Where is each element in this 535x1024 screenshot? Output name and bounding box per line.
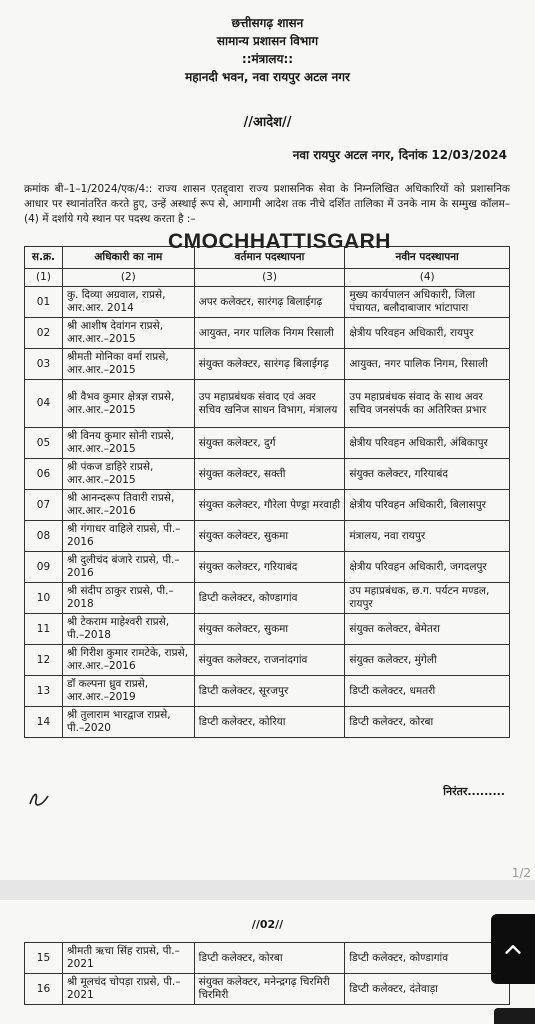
row-new-posting: संयुक्त कलेक्टर, गरियाबंद <box>345 459 510 490</box>
col-number: (1) <box>25 269 63 287</box>
row-officer-name: श्री मूलचंद चोपड़ा राप्रसे, पी.–2021 <box>62 974 194 1005</box>
row-serial: 07 <box>25 490 63 521</box>
row-officer-name: श्री दुलीचंद बंजारे राप्रसे, पी.–2016 <box>62 552 194 583</box>
page-indicator: 1/2 <box>511 866 531 880</box>
row-officer-name: श्री पंकज डाहिरे राप्रसे, आर.आर.–2015 <box>62 459 194 490</box>
row-new-posting: संयुक्त कलेक्टर, मुंगेली <box>345 645 510 676</box>
row-new-posting: क्षेत्रीय परिवहन अधिकारी, अंबिकापुर <box>345 428 510 459</box>
row-new-posting: मुख्य कार्यपालन अधिकारी, जिला पंचायत, बलौदाबाजार भांटापारा <box>345 287 510 318</box>
row-current-posting: संयुक्त कलेक्टर, गौरेला पेण्ड्रा मरवाही <box>194 490 345 521</box>
row-current-posting: डिप्टी कलेक्टर, कोरबा <box>194 943 345 974</box>
transfer-table-continued <box>24 942 510 1005</box>
header-line-3: ::मंत्रालय:: <box>241 52 294 66</box>
row-officer-name: श्रीमती ऋचा सिंह राप्रसे, पी.–2021 <box>62 943 194 974</box>
col-number: (3) <box>194 269 345 287</box>
row-current-posting: संयुक्त कलेक्टर, मनेन्द्रगढ़ चिरमिरी चिरमिरी <box>194 974 345 1005</box>
row-new-posting: उप महाप्रबंधक संवाद के साथ अवर सचिव जनसंपर्क का अतिरिक्त प्रभार <box>345 380 510 428</box>
row-current-posting: संयुक्त कलेक्टर, राजनांदगांव <box>194 645 345 676</box>
row-officer-name: श्री टेकराम माहेश्वरी राप्रसे, पी.–2018 <box>62 614 194 645</box>
row-current-posting: संयुक्त कलेक्टर, सक्ती <box>194 459 345 490</box>
row-serial: 09 <box>25 552 63 583</box>
row-new-posting: संयुक्त कलेक्टर, बेमेतरा <box>345 614 510 645</box>
row-officer-name: श्री विनय कुमार सोनी राप्रसे, आर.आर.–2015 <box>62 428 194 459</box>
row-serial: 15 <box>25 943 63 974</box>
row-new-posting: आयुक्त, नगर पालिक निगम, रिसाली <box>345 349 510 380</box>
col-number: (4) <box>345 269 510 287</box>
row-current-posting: संयुक्त कलेक्टर, दुर्ग <box>194 428 345 459</box>
header-sn: स.क्र. <box>25 247 63 269</box>
table-row <box>25 287 510 318</box>
header-line-1: छत्तीसगढ़ शासन <box>231 16 304 30</box>
row-officer-name: श्री संदीप ठाकुर राप्रसे, पी.–2018 <box>62 583 194 614</box>
table-row <box>25 521 510 552</box>
row-current-posting: उप महाप्रबंधक संवाद एवं अवर सचिव खनिज साधन विभाग, मंत्रालय <box>194 380 345 428</box>
row-officer-name: श्री तुलाराम भारद्वाज राप्रसे, पी.–2020 <box>62 707 194 738</box>
table-row <box>25 943 510 974</box>
col-number: (2) <box>62 269 194 287</box>
table-row <box>25 707 510 738</box>
table-row <box>25 552 510 583</box>
row-officer-name: डॉ कल्पना ध्रुव राप्रसे, आर.आर.–2019 <box>62 676 194 707</box>
row-officer-name: श्री गंगाधर वाहिले राप्रसे, पी.–2016 <box>62 521 194 552</box>
table-row <box>25 676 510 707</box>
signature-mark <box>28 790 50 812</box>
continue-text: निरंतर......... <box>443 785 505 798</box>
table-row <box>25 645 510 676</box>
government-header <box>0 14 535 86</box>
order-intro-text: क्रमांक बी–1–1/2024/एक/4:: राज्य शासन एतद्द्वारा राज्य प्रशासनिक सेवा के निम्नलिखित अधिकारियों को प्रशासनिक आधार पर स्थानांतरित करते हुए, उन्हें अस्थाई रूप से, आगामी आदेश तक नीचे दर्शित तालिका में उनके नाम के सम्मुख कॉलम–(4) में दर्शाये गये स्थान पर पदस्थ करता है :– <box>24 183 510 225</box>
table-row <box>25 428 510 459</box>
row-serial: 06 <box>25 459 63 490</box>
row-new-posting: क्षेत्रीय परिवहन अधिकारी, बिलासपुर <box>345 490 510 521</box>
row-officer-name: श्री आनन्दरूप तिवारी राप्रसे, आर.आर.–2016 <box>62 490 194 521</box>
row-current-posting: संयुक्त कलेक्टर, सुकमा <box>194 614 345 645</box>
page-gap <box>0 880 535 900</box>
row-serial: 16 <box>25 974 63 1005</box>
header-name: अधिकारी का नाम <box>62 247 194 269</box>
row-current-posting: संयुक्त कलेक्टर, सुकमा <box>194 521 345 552</box>
place-date: नवा रायपुर अटल नगर, दिनांक 12/03/2024 <box>292 148 507 162</box>
table-row <box>25 583 510 614</box>
watermark-text: CMOCHHATTISGARH <box>168 230 391 253</box>
row-serial: 04 <box>25 380 63 428</box>
table-row <box>25 974 510 1005</box>
row-serial: 11 <box>25 614 63 645</box>
page-2-header: //02// <box>251 918 284 931</box>
header-line-2: सामान्य प्रशासन विभाग <box>216 34 319 48</box>
row-serial: 05 <box>25 428 63 459</box>
row-current-posting: डिप्टी कलेक्टर, कोण्डागांव <box>194 583 345 614</box>
scroll-up-button[interactable] <box>491 914 535 984</box>
table-row <box>25 490 510 521</box>
row-current-posting: आयुक्त, नगर पालिक निगम रिसाली <box>194 318 345 349</box>
row-officer-name: श्री आशीष देवांगन राप्रसे, आर.आर.–2015 <box>62 318 194 349</box>
row-new-posting: मंत्रालय, नवा रायपुर <box>345 521 510 552</box>
row-serial: 14 <box>25 707 63 738</box>
row-serial: 12 <box>25 645 63 676</box>
row-serial: 13 <box>25 676 63 707</box>
row-serial: 02 <box>25 318 63 349</box>
floating-panel-edge <box>494 1008 535 1024</box>
row-new-posting: डिप्टी कलेक्टर, कोरबा <box>345 707 510 738</box>
row-officer-name: श्री वैभव कुमार क्षेत्रज्ञ राप्रसे, आर.आर.–2015 <box>62 380 194 428</box>
table-row <box>25 318 510 349</box>
header-line-4: महानदी भवन, नवा रायपुर अटल नगर <box>185 70 350 84</box>
row-officer-name: कु. दिव्या अग्रवाल, राप्रसे, आर.आर. 2014 <box>62 287 194 318</box>
header-new-posting: नवीन पदस्थापना <box>345 247 510 269</box>
table-row <box>25 614 510 645</box>
transfer-table <box>24 246 510 738</box>
table-row <box>25 380 510 428</box>
row-new-posting: क्षेत्रीय परिवहन अधिकारी, रायपुर <box>345 318 510 349</box>
table-row <box>25 349 510 380</box>
order-title: //आदेश// <box>243 115 292 130</box>
table-row <box>25 459 510 490</box>
chevron-up-icon <box>502 938 524 960</box>
row-officer-name: श्री गिरीश कुमार रामटेके, राप्रसे, आर.आर.–2016 <box>62 645 194 676</box>
row-serial: 03 <box>25 349 63 380</box>
row-new-posting: डिप्टी कलेक्टर, दंतेवाड़ा <box>345 974 510 1005</box>
row-serial: 08 <box>25 521 63 552</box>
row-new-posting: क्षेत्रीय परिवहन अधिकारी, जगदलपुर <box>345 552 510 583</box>
document-page-2 <box>0 900 535 1024</box>
row-new-posting: उप महाप्रबंधक, छ.ग. पर्यटन मण्डल, रायपुर <box>345 583 510 614</box>
row-new-posting: डिप्टी कलेक्टर, कोण्डागांव <box>345 943 510 974</box>
row-officer-name: श्रीमती मोनिका वर्मा राप्रसे, आर.आर.–2015 <box>62 349 194 380</box>
row-new-posting: डिप्टी कलेक्टर, धमतरी <box>345 676 510 707</box>
row-current-posting: डिप्टी कलेक्टर, कोरिया <box>194 707 345 738</box>
row-serial: 10 <box>25 583 63 614</box>
row-current-posting: संयुक्त कलेक्टर, गरियाबंद <box>194 552 345 583</box>
row-current-posting: अपर कलेक्टर, सारंगढ़ बिलाईगढ़ <box>194 287 345 318</box>
row-current-posting: संयुक्त कलेक्टर, सारंगढ़ बिलाईगढ़ <box>194 349 345 380</box>
row-current-posting: डिप्टी कलेक्टर, सूरजपुर <box>194 676 345 707</box>
row-serial: 01 <box>25 287 63 318</box>
header-current-posting: वर्तमान पदस्थापना <box>194 247 345 269</box>
